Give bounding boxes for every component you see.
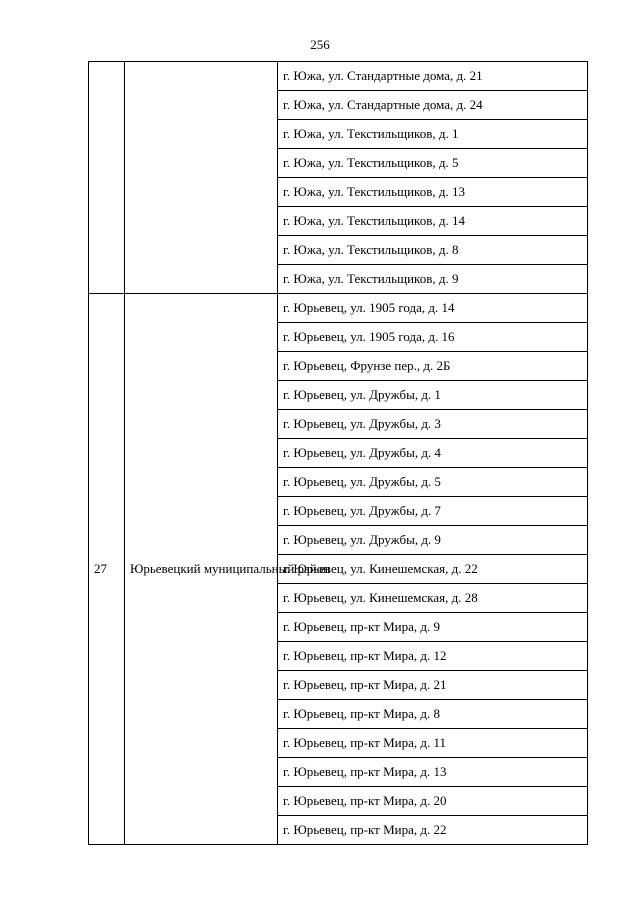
row-number-cell [89, 62, 125, 294]
district-name: Юрьевецкий муниципальный район [130, 561, 331, 576]
table-row [89, 294, 588, 323]
address-cell: г. Юрьевец, ул. Дружбы, д. 3 [278, 410, 588, 439]
address-cell: г. Южа, ул. Стандартные дома, д. 21 [278, 62, 588, 91]
address-cell: г. Юрьевец, пр-кт Мира, д. 13 [278, 758, 588, 787]
district-cell [125, 62, 278, 294]
address-cell: г. Юрьевец, ул. Дружбы, д. 5 [278, 468, 588, 497]
address-table [88, 61, 588, 845]
address-cell: г. Юрьевец, пр-кт Мира, д. 21 [278, 671, 588, 700]
address-cell: г. Юрьевец, ул. Дружбы, д. 1 [278, 381, 588, 410]
address-cell: г. Юрьевец, ул. Дружбы, д. 4 [278, 439, 588, 468]
address-cell: г. Юрьевец, пр-кт Мира, д. 11 [278, 729, 588, 758]
address-cell: г. Юрьевец, пр-кт Мира, д. 20 [278, 787, 588, 816]
page-number: 256 [310, 37, 330, 52]
address-cell: г. Южа, ул. Текстильщиков, д. 8 [278, 236, 588, 265]
table-body [89, 62, 588, 845]
table-row [89, 62, 588, 91]
address-cell: г. Юрьевец, пр-кт Мира, д. 8 [278, 700, 588, 729]
address-cell: г. Юрьевец, ул. Кинешемская, д. 28 [278, 584, 588, 613]
address-cell: г. Южа, ул. Текстильщиков, д. 1 [278, 120, 588, 149]
address-cell: г. Юрьевец, ул. 1905 года, д. 14 [278, 294, 588, 323]
address-cell: г. Юрьевец, ул. Дружбы, д. 7 [278, 497, 588, 526]
address-cell: г. Юрьевец, пр-кт Мира, д. 22 [278, 816, 588, 845]
address-cell: г. Юрьевец, ул. 1905 года, д. 16 [278, 323, 588, 352]
address-cell: г. Южа, ул. Текстильщиков, д. 14 [278, 207, 588, 236]
row-number-cell: 27 [89, 294, 125, 845]
address-cell: г. Юрьевец, пр-кт Мира, д. 9 [278, 613, 588, 642]
address-cell: г. Южа, ул. Текстильщиков, д. 9 [278, 265, 588, 294]
address-cell: г. Южа, ул. Стандартные дома, д. 24 [278, 91, 588, 120]
district-cell [125, 294, 331, 845]
address-cell: г. Южа, ул. Текстильщиков, д. 5 [278, 149, 588, 178]
address-cell: г. Юрьевец, Фрунзе пер., д. 2Б [278, 352, 588, 381]
address-cell: г. Юрьевец, ул. Кинешемская, д. 22 [278, 555, 588, 584]
address-cell: г. Юрьевец, ул. Дружбы, д. 9 [278, 526, 588, 555]
address-cell: г. Юрьевец, пр-кт Мира, д. 12 [278, 642, 588, 671]
address-cell: г. Южа, ул. Текстильщиков, д. 13 [278, 178, 588, 207]
